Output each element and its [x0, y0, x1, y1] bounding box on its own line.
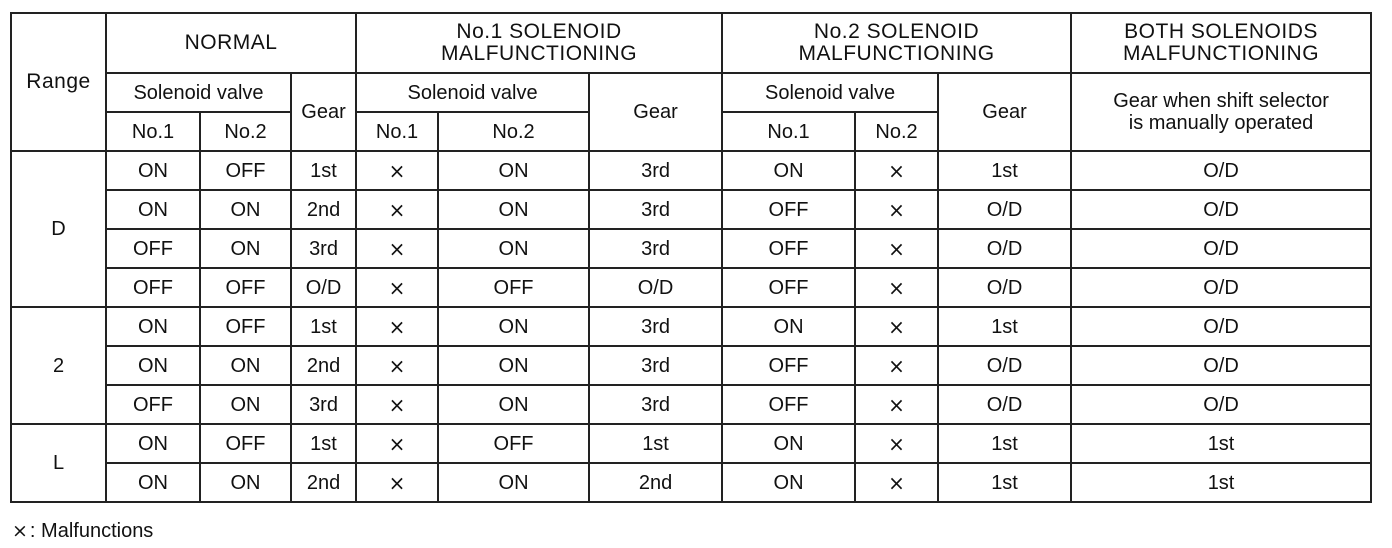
both-gear-cell: O/D	[1071, 190, 1371, 229]
normal-no2-cell: ON	[200, 346, 291, 385]
no1-gear-cell: 3rd	[589, 229, 722, 268]
normal-no2-header: No.2	[200, 112, 291, 151]
table-row	[11, 307, 1371, 346]
normal-no1-cell: OFF	[106, 268, 200, 307]
no2-no2-cell: ×	[855, 151, 938, 190]
table-row	[11, 268, 1371, 307]
normal-no1-cell: ON	[106, 346, 200, 385]
normal-no2-cell: ON	[200, 229, 291, 268]
no2-no1-cell: ON	[722, 151, 855, 190]
normal-no1-cell: OFF	[106, 229, 200, 268]
no2-no2-cell: ×	[855, 346, 938, 385]
both-gear-cell: 1st	[1071, 424, 1371, 463]
no2-no1-cell: ON	[722, 307, 855, 346]
normal-no1-header: No.1	[106, 112, 200, 151]
no1-no1-cell: ×	[356, 307, 438, 346]
normal-gear-header: Gear	[291, 73, 356, 151]
no2-no1-cell: OFF	[722, 268, 855, 307]
no1-no2-cell: ON	[438, 190, 589, 229]
no1-no1-cell: ×	[356, 346, 438, 385]
no1-gear-cell: 1st	[589, 424, 722, 463]
normal-no1-cell: OFF	[106, 385, 200, 424]
normal-gear-cell: 2nd	[291, 463, 356, 502]
no2-gear-cell: O/D	[938, 346, 1071, 385]
both-gear-cell: 1st	[1071, 463, 1371, 502]
no1-gear-cell: 3rd	[589, 346, 722, 385]
no2-gear-cell: O/D	[938, 268, 1071, 307]
no1-no2-cell: ON	[438, 229, 589, 268]
no1-no1-cell: ×	[356, 268, 438, 307]
no1-gear-cell: 3rd	[589, 151, 722, 190]
normal-no1-cell: ON	[106, 424, 200, 463]
group-no2-header: No.2 SOLENOID MALFUNCTIONING	[722, 13, 1071, 73]
normal-gear-cell: 1st	[291, 151, 356, 190]
table-row	[11, 385, 1371, 424]
no1-no2-cell: OFF	[438, 268, 589, 307]
no2-no1-cell: ON	[722, 424, 855, 463]
legend-text: : Malfunctions	[29, 520, 154, 542]
no1-no1-cell: ×	[356, 463, 438, 502]
normal-gear-cell: 1st	[291, 424, 356, 463]
normal-no2-cell: OFF	[200, 151, 291, 190]
normal-gear-cell: 3rd	[291, 229, 356, 268]
range-cell: L	[11, 424, 106, 502]
table-row	[11, 190, 1371, 229]
no2-no1-header: No.1	[722, 112, 855, 151]
legend	[12, 519, 153, 543]
normal-gear-cell: 2nd	[291, 346, 356, 385]
no2-no2-cell: ×	[855, 268, 938, 307]
no2-gear-cell: O/D	[938, 385, 1071, 424]
no2-gear-header: Gear	[938, 73, 1071, 151]
no1-no1-cell: ×	[356, 190, 438, 229]
both-gear-cell: O/D	[1071, 229, 1371, 268]
both-gear-cell: O/D	[1071, 307, 1371, 346]
no1-gear-cell: 3rd	[589, 190, 722, 229]
no1-no2-cell: ON	[438, 307, 589, 346]
both-gear-cell: O/D	[1071, 385, 1371, 424]
no2-no1-cell: OFF	[722, 229, 855, 268]
both-gear-cell: O/D	[1071, 346, 1371, 385]
no1-no1-cell: ×	[356, 151, 438, 190]
no1-no2-cell: ON	[438, 385, 589, 424]
table-row	[11, 229, 1371, 268]
no2-no1-cell: ON	[722, 463, 855, 502]
no2-no2-cell: ×	[855, 385, 938, 424]
group-no1-header: No.1 SOLENOID MALFUNCTIONING	[356, 13, 722, 73]
group-both-header: BOTH SOLENOIDS MALFUNCTIONING	[1071, 13, 1371, 73]
table-body	[11, 151, 1371, 502]
solenoid-malfunction-table	[10, 12, 1372, 503]
table-row	[11, 424, 1371, 463]
table-row	[11, 463, 1371, 502]
normal-solenoid-valve-header: Solenoid valve	[106, 73, 291, 112]
no2-no1-cell: OFF	[722, 190, 855, 229]
normal-gear-cell: 1st	[291, 307, 356, 346]
normal-no2-cell: ON	[200, 385, 291, 424]
normal-no2-cell: ON	[200, 463, 291, 502]
no2-gear-cell: 1st	[938, 151, 1071, 190]
malfunction-symbol: ×	[12, 520, 28, 542]
both-gear-header: Gear when shift selector is manually operated	[1071, 73, 1371, 151]
no1-gear-cell: 2nd	[589, 463, 722, 502]
no2-gear-cell: O/D	[938, 229, 1071, 268]
range-cell: 2	[11, 307, 106, 424]
group-normal-header: NORMAL	[106, 13, 356, 73]
normal-no2-cell: OFF	[200, 424, 291, 463]
no2-no2-header: No.2	[855, 112, 938, 151]
no2-no2-cell: ×	[855, 307, 938, 346]
normal-no1-cell: ON	[106, 151, 200, 190]
no1-gear-header: Gear	[589, 73, 722, 151]
normal-no1-cell: ON	[106, 307, 200, 346]
no1-solenoid-valve-header: Solenoid valve	[356, 73, 589, 112]
no1-no1-header: No.1	[356, 112, 438, 151]
no2-no2-cell: ×	[855, 229, 938, 268]
normal-gear-cell: 2nd	[291, 190, 356, 229]
both-gear-cell: O/D	[1071, 268, 1371, 307]
normal-no2-cell: ON	[200, 190, 291, 229]
no1-no1-cell: ×	[356, 229, 438, 268]
range-header: Range	[11, 13, 106, 151]
no2-solenoid-valve-header: Solenoid valve	[722, 73, 938, 112]
no1-no1-cell: ×	[356, 385, 438, 424]
table-row	[11, 346, 1371, 385]
no2-gear-cell: 1st	[938, 307, 1071, 346]
no1-no2-header: No.2	[438, 112, 589, 151]
no2-gear-cell: 1st	[938, 424, 1071, 463]
normal-no1-cell: ON	[106, 190, 200, 229]
no1-gear-cell: 3rd	[589, 307, 722, 346]
no1-gear-cell: O/D	[589, 268, 722, 307]
normal-no2-cell: OFF	[200, 268, 291, 307]
range-cell: D	[11, 151, 106, 307]
no2-no2-cell: ×	[855, 190, 938, 229]
no2-no2-cell: ×	[855, 463, 938, 502]
no1-no2-cell: ON	[438, 463, 589, 502]
table-row	[11, 151, 1371, 190]
no2-no1-cell: OFF	[722, 346, 855, 385]
no1-no2-cell: ON	[438, 151, 589, 190]
no1-no1-cell: ×	[356, 424, 438, 463]
no1-no2-cell: ON	[438, 346, 589, 385]
normal-gear-cell: 3rd	[291, 385, 356, 424]
normal-no1-cell: ON	[106, 463, 200, 502]
no2-gear-cell: O/D	[938, 190, 1071, 229]
no2-no2-cell: ×	[855, 424, 938, 463]
normal-no2-cell: OFF	[200, 307, 291, 346]
no1-no2-cell: OFF	[438, 424, 589, 463]
no2-no1-cell: OFF	[722, 385, 855, 424]
no2-gear-cell: 1st	[938, 463, 1071, 502]
both-gear-cell: O/D	[1071, 151, 1371, 190]
normal-gear-cell: O/D	[291, 268, 356, 307]
no1-gear-cell: 3rd	[589, 385, 722, 424]
